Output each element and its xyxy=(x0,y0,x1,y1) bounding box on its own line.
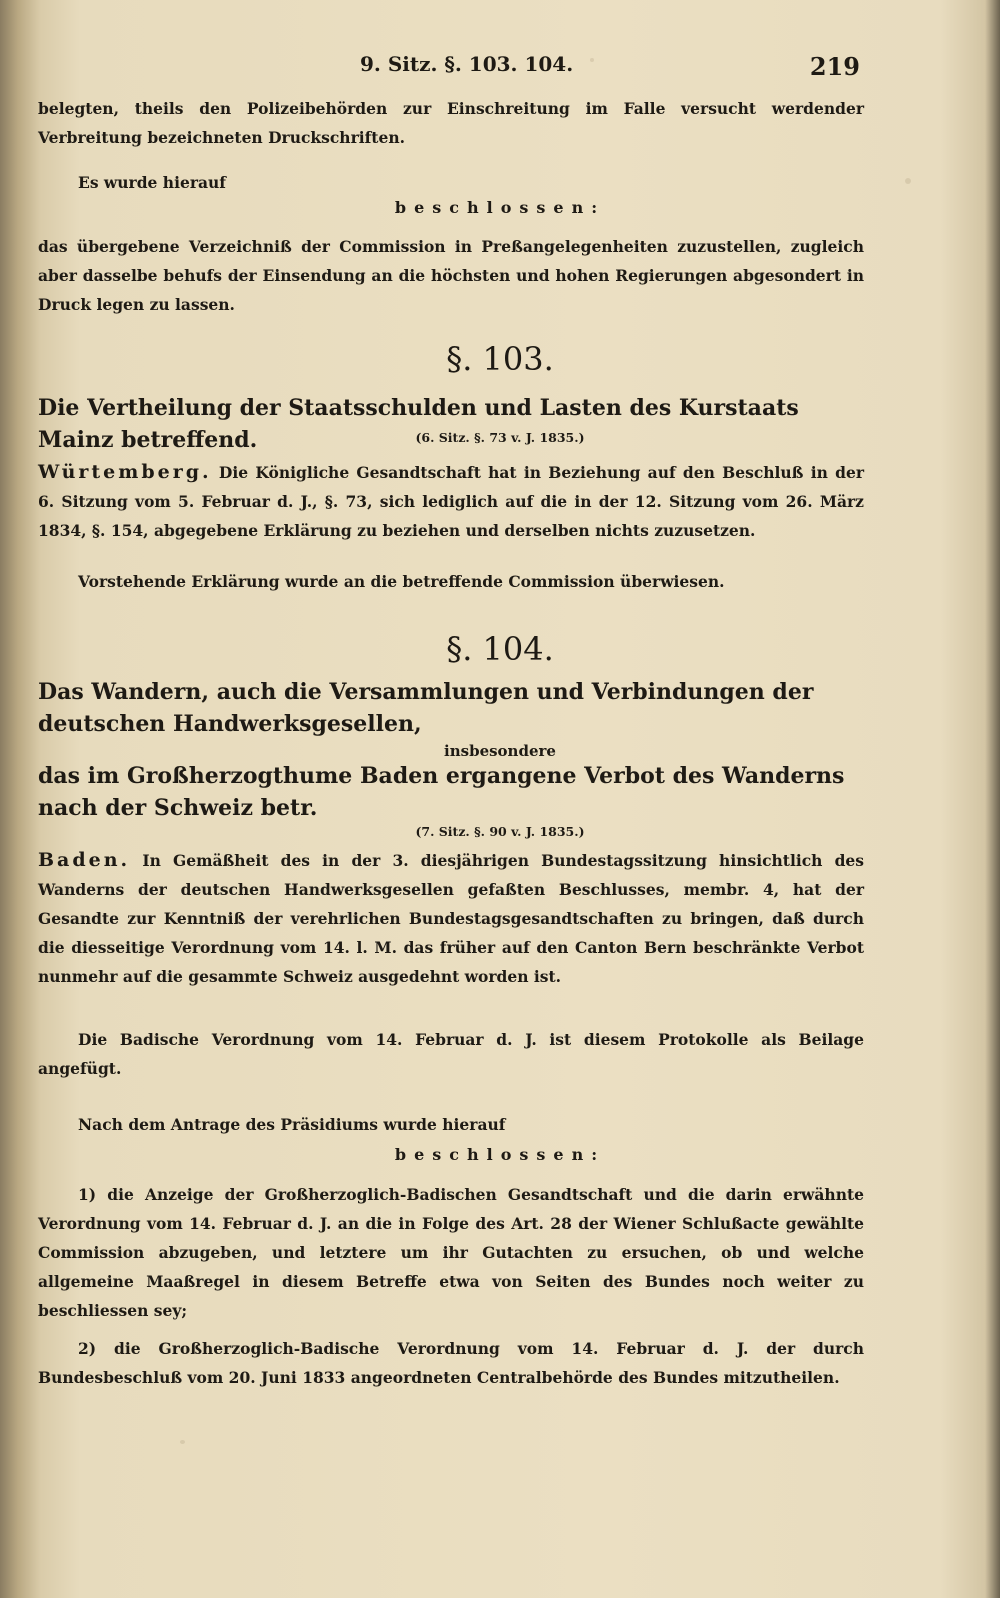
paragraph-continuation: belegten, theils den Polizeibehörden zur Einschreitung im Falle versucht werdender Verbreitung bezeichneten Druckschriften. xyxy=(38,99,864,147)
paragraph-text: Nach dem Antrage des Präsidiums wurde hierauf xyxy=(78,1115,506,1134)
section-heading: §. 103. xyxy=(446,340,554,378)
section-heading: §. 104. xyxy=(446,630,554,668)
numbered-resolution xyxy=(38,1334,864,1392)
paper-speck xyxy=(590,58,594,62)
section-reference: (7. Sitz. §. 90 v. J. 1835.) xyxy=(415,824,585,839)
resolution-heading: beschlossen: xyxy=(394,1145,606,1164)
paragraph: das übergebene Verzeichniß der Commission in Preßangelegenheiten zuzustellen, zugleich aber dasselbe behufs der Einsendung an die höchsten und hohen Regierungen abgesondert in Druck legen zu lassen. xyxy=(38,237,864,314)
section-title: Das Wandern, auch die Versammlungen und Verbindungen der deutschen Handwerksgesellen, xyxy=(38,679,814,737)
paragraph-text: Vorstehende Erklärung wurde an die betreffende Commission überwiesen. xyxy=(78,572,725,591)
section-reference: (6. Sitz. §. 73 v. J. 1835.) xyxy=(415,430,585,445)
paragraph-text: Die Badische Verordnung vom 14. Februar d. J. ist diesem Protokolle als Beilage angefügt. xyxy=(38,1030,864,1078)
paragraph xyxy=(38,846,864,991)
paper-speck xyxy=(905,178,911,184)
paragraph-text: In Gemäßheit des in der 3. diesjährigen Bundestagssitzung hinsichtlich des Wanderns der deutschen Handwerksgesellen gefaßten Beschlusses, membr. 4, hat der Gesandte zur Kenntniß der verehrlichen Bundestagsgesandtschaften zu bringen, daß durch die diesseitige Verordnung vom 14. l. M. das früher auf den Canton Bern beschränkte Verbot nunmehr auf die gesammte Schweiz ausgedehnt worden ist. xyxy=(38,851,864,986)
paper-speck xyxy=(180,1440,185,1444)
paragraph-text: Die Königliche Gesandtschaft hat in Beziehung auf den Beschluß in der 6. Sitzung vom 5. Februar d. J., §. 73, sich lediglich auf die in der 12. Sitzung vom 26. März 1834, §. 154, abgegebene Erklärung zu beziehen und derselben nichts zuzusetzen. xyxy=(38,463,864,540)
resolution-heading: beschlossen: xyxy=(394,198,606,217)
paragraph xyxy=(38,458,864,545)
paragraph xyxy=(38,1025,864,1083)
state-name: Baden. xyxy=(38,849,131,871)
paragraph xyxy=(38,567,864,596)
section-title-connector: insbesondere xyxy=(444,742,556,760)
state-name: Würtemberg. xyxy=(38,461,212,483)
paragraph-text: 2) die Großherzoglich-Badische Verordnung vom 14. Februar d. J. der durch Bundesbeschluß vom 20. Juni 1833 angeordneten Centralbehörde des Bundes mitzutheilen. xyxy=(38,1339,864,1387)
paragraph-text: Es wurde hierauf xyxy=(78,173,226,192)
section-subtitle: das im Großherzogthume Baden ergangene Verbot des Wanderns nach der Schweiz betr. xyxy=(38,763,845,821)
paragraph xyxy=(38,168,864,197)
paragraph-text: 1) die Anzeige der Großherzoglich-Badischen Gesandtschaft und die darin erwähnte Verordnung vom 14. Februar d. J. an die in Folge des Art. 28 der Wiener Schlußacte gewählte Commission abzugeben, und letztere um ihr Gutachten zu ersuchen, ob und welche allgemeine Maaßregel in diesem Betreffe etwa von Seiten des Bundes noch weiter zu beschliessen sey; xyxy=(38,1185,864,1320)
numbered-resolution xyxy=(38,1180,864,1325)
page-number: 219 xyxy=(809,52,860,81)
paragraph xyxy=(38,1110,864,1139)
session-reference: 9. Sitz. §. 103. 104. xyxy=(360,52,574,76)
section-title: Die Vertheilung der Staatsschulden und Lasten des Kurstaats Mainz betreffend. xyxy=(38,395,799,453)
running-header xyxy=(0,52,1000,86)
